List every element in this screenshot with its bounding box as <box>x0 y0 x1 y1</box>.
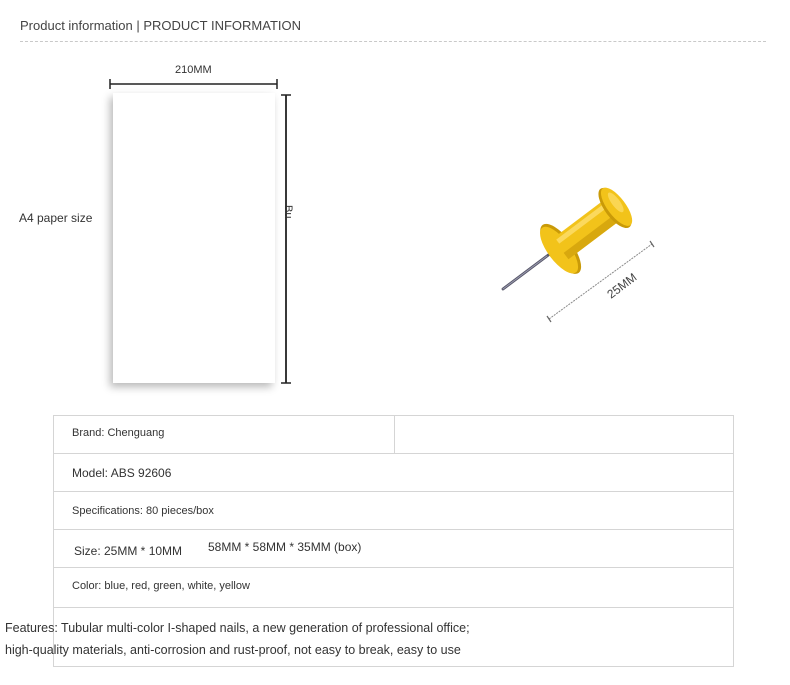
size-box-cell: 58MM * 58MM * 35MM (box) <box>208 540 362 554</box>
header-divider <box>20 41 766 42</box>
table-row <box>54 530 733 568</box>
cell-divider <box>394 416 395 453</box>
table-row <box>54 568 733 608</box>
model-cell: Model: ABS 92606 <box>72 466 172 480</box>
push-pin-icon <box>495 168 670 328</box>
brand-cell: Brand: Chenguang <box>72 427 165 439</box>
height-dimension-line <box>280 94 292 384</box>
table-row <box>54 492 733 530</box>
features-line-1: Features: Tubular multi-color I-shaped nails, a new generation of professional office; <box>5 621 470 635</box>
height-label: Bu <box>282 205 294 219</box>
paper-size-caption: A4 paper size <box>19 211 93 225</box>
width-label: 210MM <box>175 64 212 76</box>
specifications-cell: Specifications: 80 pieces/box <box>72 505 214 517</box>
features-line-2: high-quality materials, anti-corrosion and rust-proof, not easy to break, easy to use <box>5 643 461 657</box>
a4-paper-sheet <box>113 93 275 383</box>
size-pin-cell: Size: 25MM * 10MM <box>74 544 183 558</box>
table-row <box>54 454 733 492</box>
pin-length-label: 25MM <box>604 270 640 302</box>
width-dimension-line <box>109 78 278 90</box>
color-cell: Color: blue, red, green, white, yellow <box>72 580 250 592</box>
page-title: Product information | PRODUCT INFORMATION <box>20 18 302 33</box>
features-text <box>5 617 470 661</box>
push-pin-figure <box>495 168 670 328</box>
table-row <box>54 416 733 454</box>
